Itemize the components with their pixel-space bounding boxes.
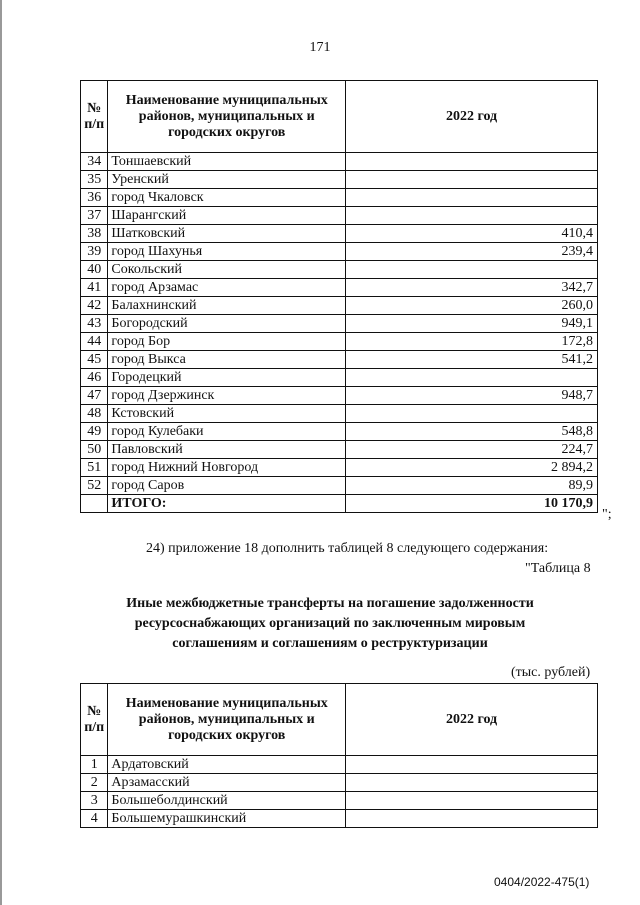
table-2-body <box>81 756 598 828</box>
row-name: Большеболдинский <box>108 792 346 810</box>
row-value <box>346 171 598 189</box>
row-number: 38 <box>81 225 108 243</box>
row-value: 342,7 <box>346 279 598 297</box>
row-number: 1 <box>81 756 108 774</box>
row-value <box>346 153 598 171</box>
row-value <box>346 189 598 207</box>
header-num: № п/п <box>81 81 108 153</box>
closing-quote: "; <box>602 507 612 522</box>
page-number: 171 <box>309 40 331 55</box>
header-name: Наименование муниципальных районов, муниципальных и городских округов <box>108 81 346 153</box>
row-name: город Арзамас <box>108 279 346 297</box>
row-number: 39 <box>81 243 108 261</box>
row-number: 52 <box>81 477 108 495</box>
row-value <box>346 792 598 810</box>
document-code: 0404/2022-475(1) <box>494 875 590 889</box>
row-name: город Чкаловск <box>108 189 346 207</box>
table-row <box>81 189 598 207</box>
row-number: 46 <box>81 369 108 387</box>
table-row <box>81 405 598 423</box>
table-row <box>81 297 598 315</box>
header-year: 2022 год <box>346 81 598 153</box>
header-num: № п/п <box>81 684 108 756</box>
row-value <box>346 756 598 774</box>
row-name: город Нижний Новгород <box>108 459 346 477</box>
row-number: 40 <box>81 261 108 279</box>
row-name: Шатковский <box>108 225 346 243</box>
table-row <box>81 279 598 297</box>
total-num-cell <box>81 495 108 513</box>
table-row <box>81 792 598 810</box>
table-row <box>81 171 598 189</box>
amendment-paragraph: 24) приложение 18 дополнить таблицей 8 следующего содержания: <box>146 541 549 556</box>
header-name: Наименование муниципальных районов, муниципальных и городских округов <box>108 684 346 756</box>
total-row <box>81 495 598 513</box>
table-row <box>81 387 598 405</box>
total-value: 10 170,9 <box>346 495 598 513</box>
row-name: Ардатовский <box>108 756 346 774</box>
row-name: Городецкий <box>108 369 346 387</box>
row-number: 44 <box>81 333 108 351</box>
table-label: "Таблица 8 <box>525 561 591 576</box>
row-number: 37 <box>81 207 108 225</box>
table-row <box>81 351 598 369</box>
row-name: Балахнинский <box>108 297 346 315</box>
row-number: 42 <box>81 297 108 315</box>
row-name: город Кулебаки <box>108 423 346 441</box>
table-row <box>81 225 598 243</box>
row-number: 43 <box>81 315 108 333</box>
row-number: 48 <box>81 405 108 423</box>
row-number: 36 <box>81 189 108 207</box>
section-title: Иные межбюджетные трансферты на погашение задолженности ресурсоснабжающих организаций по заключенным мировым соглашениям и соглашениям о реструктуризации <box>126 596 534 651</box>
row-name: Уренский <box>108 171 346 189</box>
header-year: 2022 год <box>346 684 598 756</box>
row-number: 3 <box>81 792 108 810</box>
row-number: 4 <box>81 810 108 828</box>
row-value <box>346 774 598 792</box>
table-row <box>81 369 598 387</box>
row-value: 541,2 <box>346 351 598 369</box>
row-value <box>346 369 598 387</box>
table-row <box>81 756 598 774</box>
row-name: Шарангский <box>108 207 346 225</box>
row-number: 50 <box>81 441 108 459</box>
row-name: город Шахунья <box>108 243 346 261</box>
row-value: 260,0 <box>346 297 598 315</box>
total-label: ИТОГО: <box>108 495 346 513</box>
table-row <box>81 153 598 171</box>
table-row <box>81 333 598 351</box>
table-row <box>81 207 598 225</box>
row-number: 34 <box>81 153 108 171</box>
row-number: 47 <box>81 387 108 405</box>
row-number: 51 <box>81 459 108 477</box>
row-number: 49 <box>81 423 108 441</box>
row-value: 239,4 <box>346 243 598 261</box>
table-row <box>81 459 598 477</box>
row-number: 35 <box>81 171 108 189</box>
row-name: город Выкса <box>108 351 346 369</box>
row-name: Тоншаевский <box>108 153 346 171</box>
row-value: 224,7 <box>346 441 598 459</box>
row-value <box>346 261 598 279</box>
table-row <box>81 261 598 279</box>
row-value <box>346 810 598 828</box>
table-row <box>81 315 598 333</box>
row-value: 548,8 <box>346 423 598 441</box>
table-row <box>81 774 598 792</box>
row-value: 949,1 <box>346 315 598 333</box>
row-value <box>346 207 598 225</box>
row-name: город Бор <box>108 333 346 351</box>
units-note: (тыс. рублей) <box>511 665 591 680</box>
row-name: Сокольский <box>108 261 346 279</box>
table-2 <box>80 683 598 828</box>
row-value: 2 894,2 <box>346 459 598 477</box>
table-row <box>81 441 598 459</box>
table-1 <box>80 80 598 513</box>
row-name: город Дзержинск <box>108 387 346 405</box>
row-name: Кстовский <box>108 405 346 423</box>
table-row <box>81 423 598 441</box>
row-value: 89,9 <box>346 477 598 495</box>
row-number: 2 <box>81 774 108 792</box>
row-name: Богородский <box>108 315 346 333</box>
row-name: Большемурашкинский <box>108 810 346 828</box>
row-number: 45 <box>81 351 108 369</box>
row-number: 41 <box>81 279 108 297</box>
table-row <box>81 243 598 261</box>
row-value: 410,4 <box>346 225 598 243</box>
table-1-body <box>81 153 598 495</box>
table-row <box>81 810 598 828</box>
row-name: Павловский <box>108 441 346 459</box>
row-name: город Саров <box>108 477 346 495</box>
row-value: 948,7 <box>346 387 598 405</box>
row-value: 172,8 <box>346 333 598 351</box>
table-row <box>81 477 598 495</box>
row-value <box>346 405 598 423</box>
row-name: Арзамасский <box>108 774 346 792</box>
scan-edge <box>0 0 2 905</box>
